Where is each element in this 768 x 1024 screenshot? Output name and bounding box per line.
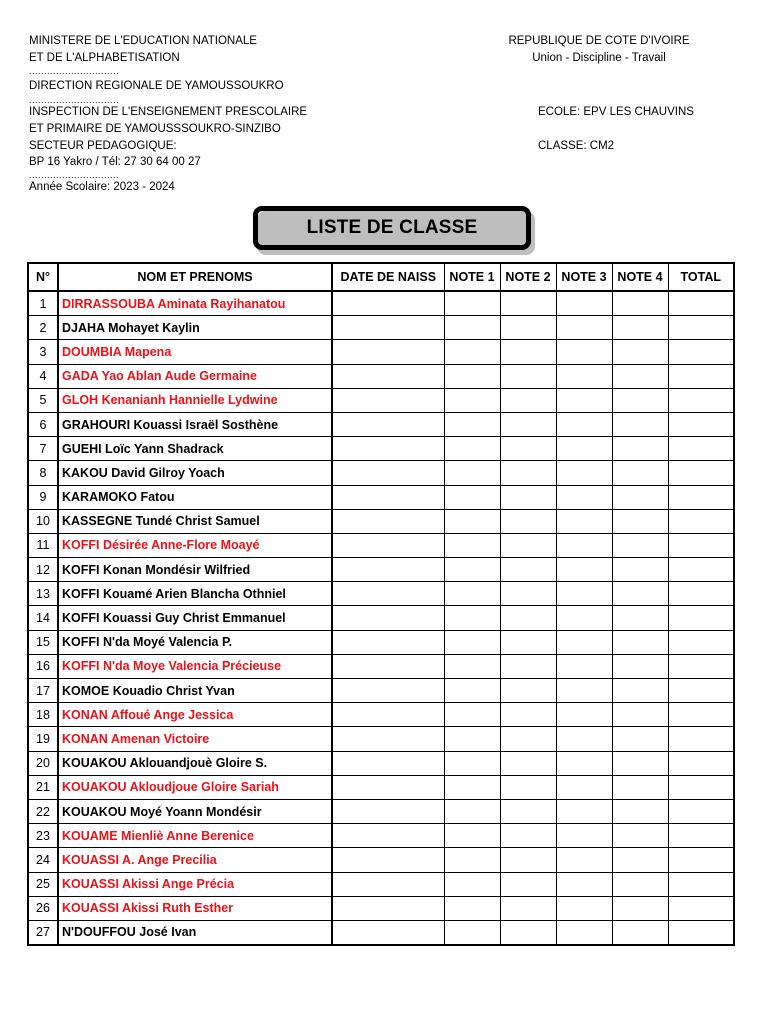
student-name: KOFFI Kouassi Guy Christ Emmanuel <box>58 606 332 630</box>
note-1-cell <box>444 606 500 630</box>
note-4-cell <box>612 412 668 436</box>
note-2-cell <box>500 316 556 340</box>
note-2-cell <box>500 606 556 630</box>
total-cell <box>668 751 734 775</box>
table-row <box>28 582 734 606</box>
school-year: Année Scolaire: 2023 - 2024 <box>29 181 175 193</box>
row-number: 13 <box>28 582 58 606</box>
note-1-cell <box>444 412 500 436</box>
note-3-cell <box>556 872 612 896</box>
table-row <box>28 703 734 727</box>
table-row <box>28 824 734 848</box>
column-header-note-1: NOTE 1 <box>444 263 500 291</box>
row-number: 18 <box>28 703 58 727</box>
table-row <box>28 679 734 703</box>
birthdate-cell <box>332 727 444 751</box>
note-2-cell <box>500 437 556 461</box>
row-number: 24 <box>28 848 58 872</box>
birthdate-cell <box>332 872 444 896</box>
note-1-cell <box>444 872 500 896</box>
row-number: 21 <box>28 775 58 799</box>
note-3-cell <box>556 533 612 557</box>
student-name: KOFFI N'da Moyé Valencia P. <box>58 630 332 654</box>
table-row <box>28 340 734 364</box>
birthdate-cell <box>332 606 444 630</box>
note-3-cell <box>556 412 612 436</box>
note-4-cell <box>612 582 668 606</box>
note-2-cell <box>500 461 556 485</box>
column-header-note-4: NOTE 4 <box>612 263 668 291</box>
total-cell <box>668 582 734 606</box>
birthdate-cell <box>332 582 444 606</box>
note-2-cell <box>500 848 556 872</box>
note-2-cell <box>500 558 556 582</box>
birthdate-cell <box>332 558 444 582</box>
table-header-row <box>28 263 734 291</box>
row-number: 25 <box>28 872 58 896</box>
note-2-cell <box>500 533 556 557</box>
note-4-cell <box>612 533 668 557</box>
total-cell <box>668 848 734 872</box>
row-number: 16 <box>28 654 58 678</box>
note-2-cell <box>500 679 556 703</box>
birthdate-cell <box>332 291 444 316</box>
total-cell <box>668 799 734 823</box>
birthdate-cell <box>332 896 444 920</box>
student-name: KOFFI Désirée Anne-Flore Moayé <box>58 533 332 557</box>
total-cell <box>668 727 734 751</box>
note-1-cell <box>444 679 500 703</box>
note-4-cell <box>612 316 668 340</box>
note-3-cell <box>556 630 612 654</box>
student-name: KOUAKOU Moyé Yoann Mondésir <box>58 799 332 823</box>
total-cell <box>668 775 734 799</box>
note-4-cell <box>612 872 668 896</box>
birthdate-cell <box>332 799 444 823</box>
row-number: 5 <box>28 388 58 412</box>
note-2-cell <box>500 509 556 533</box>
note-2-cell <box>500 703 556 727</box>
column-header-note-2: NOTE 2 <box>500 263 556 291</box>
birthdate-cell <box>332 630 444 654</box>
row-number: 27 <box>28 920 58 945</box>
student-name: KOUASSI Akissi Ange Précia <box>58 872 332 896</box>
note-3-cell <box>556 364 612 388</box>
total-cell <box>668 679 734 703</box>
row-number: 11 <box>28 533 58 557</box>
note-2-cell <box>500 582 556 606</box>
note-3-cell <box>556 606 612 630</box>
birthdate-cell <box>332 654 444 678</box>
note-3-cell <box>556 679 612 703</box>
note-2-cell <box>500 775 556 799</box>
note-1-cell <box>444 340 500 364</box>
note-4-cell <box>612 340 668 364</box>
note-3-cell <box>556 727 612 751</box>
note-1-cell <box>444 630 500 654</box>
total-cell <box>668 291 734 316</box>
note-4-cell <box>612 775 668 799</box>
birthdate-cell <box>332 316 444 340</box>
note-3-cell <box>556 848 612 872</box>
note-1-cell <box>444 896 500 920</box>
birthdate-cell <box>332 388 444 412</box>
ministry-line-1: MINISTERE DE L'EDUCATION NATIONALE <box>29 35 257 47</box>
student-name: KOUAKOU Aklouandjouè Gloire S. <box>58 751 332 775</box>
total-cell <box>668 872 734 896</box>
birthdate-cell <box>332 340 444 364</box>
birthdate-cell <box>332 412 444 436</box>
total-cell <box>668 920 734 945</box>
note-2-cell <box>500 799 556 823</box>
note-1-cell <box>444 509 500 533</box>
table-row <box>28 630 734 654</box>
note-4-cell <box>612 606 668 630</box>
note-4-cell <box>612 558 668 582</box>
note-3-cell <box>556 485 612 509</box>
total-cell <box>668 509 734 533</box>
note-3-cell <box>556 751 612 775</box>
note-2-cell <box>500 485 556 509</box>
separator-dots-2: .............................. <box>29 95 120 105</box>
note-2-cell <box>500 412 556 436</box>
birthdate-cell <box>332 824 444 848</box>
row-number: 12 <box>28 558 58 582</box>
note-3-cell <box>556 824 612 848</box>
row-number: 26 <box>28 896 58 920</box>
birthdate-cell <box>332 751 444 775</box>
total-cell <box>668 340 734 364</box>
row-number: 10 <box>28 509 58 533</box>
student-name: N'DOUFFOU José Ivan <box>58 920 332 945</box>
note-4-cell <box>612 920 668 945</box>
table-row <box>28 388 734 412</box>
total-cell <box>668 461 734 485</box>
student-name: KOMOE Kouadio Christ Yvan <box>58 679 332 703</box>
secteur-pedagogique: SECTEUR PEDAGOGIQUE: <box>29 140 177 152</box>
note-3-cell <box>556 703 612 727</box>
note-3-cell <box>556 920 612 945</box>
total-cell <box>668 388 734 412</box>
column-header-note-3: NOTE 3 <box>556 263 612 291</box>
row-number: 8 <box>28 461 58 485</box>
class-list-table <box>27 262 735 946</box>
table-row <box>28 412 734 436</box>
note-4-cell <box>612 437 668 461</box>
note-2-cell <box>500 824 556 848</box>
note-4-cell <box>612 727 668 751</box>
birthdate-cell <box>332 485 444 509</box>
republic-name: REPUBLIQUE DE COTE D'IVOIRE <box>508 35 690 47</box>
student-name: DIRRASSOUBA Aminata Rayihanatou <box>58 291 332 316</box>
row-number: 1 <box>28 291 58 316</box>
student-name: GADA Yao Ablan Aude Germaine <box>58 364 332 388</box>
note-1-cell <box>444 824 500 848</box>
separator-dots-1: .............................. <box>29 66 120 76</box>
note-3-cell <box>556 291 612 316</box>
note-1-cell <box>444 364 500 388</box>
note-4-cell <box>612 679 668 703</box>
note-2-cell <box>500 654 556 678</box>
note-1-cell <box>444 799 500 823</box>
note-4-cell <box>612 630 668 654</box>
total-cell <box>668 558 734 582</box>
note-4-cell <box>612 364 668 388</box>
student-name: GUEHI Loïc Yann Shadrack <box>58 437 332 461</box>
total-cell <box>668 364 734 388</box>
table-row <box>28 461 734 485</box>
student-name: GRAHOURI Kouassi Israël Sosthène <box>58 412 332 436</box>
note-3-cell <box>556 461 612 485</box>
note-3-cell <box>556 799 612 823</box>
birthdate-cell <box>332 533 444 557</box>
student-name: KAKOU David Gilroy Yoach <box>58 461 332 485</box>
note-3-cell <box>556 558 612 582</box>
note-1-cell <box>444 582 500 606</box>
total-cell <box>668 703 734 727</box>
note-2-cell <box>500 920 556 945</box>
note-3-cell <box>556 582 612 606</box>
note-1-cell <box>444 316 500 340</box>
note-2-cell <box>500 896 556 920</box>
total-cell <box>668 606 734 630</box>
row-number: 17 <box>28 679 58 703</box>
note-3-cell <box>556 654 612 678</box>
birthdate-cell <box>332 364 444 388</box>
table-row <box>28 533 734 557</box>
note-4-cell <box>612 388 668 412</box>
note-2-cell <box>500 630 556 654</box>
row-number: 6 <box>28 412 58 436</box>
note-4-cell <box>612 703 668 727</box>
note-4-cell <box>612 848 668 872</box>
note-3-cell <box>556 775 612 799</box>
student-name: KOFFI Kouamé Arien Blancha Othniel <box>58 582 332 606</box>
page-title: LISTE DE CLASSE <box>253 206 531 250</box>
student-name: KARAMOKO Fatou <box>58 485 332 509</box>
note-1-cell <box>444 533 500 557</box>
note-3-cell <box>556 896 612 920</box>
table-row <box>28 775 734 799</box>
birthdate-cell <box>332 437 444 461</box>
note-2-cell <box>500 727 556 751</box>
column-header-name: NOM ET PRENOMS <box>58 263 332 291</box>
student-name: KOUAME Mienliè Anne Berenice <box>58 824 332 848</box>
note-3-cell <box>556 388 612 412</box>
student-name: DJAHA Mohayet Kaylin <box>58 316 332 340</box>
student-name: KOUASSI Akissi Ruth Esther <box>58 896 332 920</box>
note-4-cell <box>612 291 668 316</box>
ministry-line-2: ET DE L'ALPHABETISATION <box>29 52 180 64</box>
column-header-birthdate: DATE DE NAISS <box>332 263 444 291</box>
student-name: DOUMBIA Mapena <box>58 340 332 364</box>
table-row <box>28 751 734 775</box>
note-1-cell <box>444 848 500 872</box>
note-1-cell <box>444 654 500 678</box>
birthdate-cell <box>332 920 444 945</box>
note-1-cell <box>444 751 500 775</box>
note-4-cell <box>612 654 668 678</box>
total-cell <box>668 824 734 848</box>
note-1-cell <box>444 703 500 727</box>
note-3-cell <box>556 437 612 461</box>
total-cell <box>668 654 734 678</box>
note-1-cell <box>444 461 500 485</box>
student-name: GLOH Kenanianh Hannielle Lydwine <box>58 388 332 412</box>
table-row <box>28 872 734 896</box>
note-3-cell <box>556 340 612 364</box>
student-name: KONAN Affoué Ange Jessica <box>58 703 332 727</box>
student-name: KASSEGNE Tundé Christ Samuel <box>58 509 332 533</box>
birthdate-cell <box>332 509 444 533</box>
note-2-cell <box>500 340 556 364</box>
note-4-cell <box>612 751 668 775</box>
table-row <box>28 896 734 920</box>
note-4-cell <box>612 485 668 509</box>
total-cell <box>668 485 734 509</box>
table-row <box>28 509 734 533</box>
row-number: 9 <box>28 485 58 509</box>
note-1-cell <box>444 727 500 751</box>
table-row <box>28 799 734 823</box>
row-number: 14 <box>28 606 58 630</box>
student-name: KOFFI Konan Mondésir Wilfried <box>58 558 332 582</box>
note-2-cell <box>500 751 556 775</box>
row-number: 3 <box>28 340 58 364</box>
birthdate-cell <box>332 848 444 872</box>
note-1-cell <box>444 485 500 509</box>
table-row <box>28 727 734 751</box>
note-2-cell <box>500 291 556 316</box>
note-4-cell <box>612 461 668 485</box>
row-number: 19 <box>28 727 58 751</box>
table-row <box>28 437 734 461</box>
total-cell <box>668 533 734 557</box>
column-header-number: N° <box>28 263 58 291</box>
student-name: KONAN Amenan Victoire <box>58 727 332 751</box>
total-cell <box>668 630 734 654</box>
table-row <box>28 316 734 340</box>
table-row <box>28 654 734 678</box>
note-1-cell <box>444 291 500 316</box>
table-row <box>28 848 734 872</box>
note-4-cell <box>612 509 668 533</box>
class-name: CLASSE: CM2 <box>538 140 615 152</box>
note-1-cell <box>444 775 500 799</box>
separator-dots-3: .............................. <box>29 170 120 180</box>
inspection-line-1: INSPECTION DE L'ENSEIGNEMENT PRESCOLAIRE <box>29 106 308 118</box>
direction-regionale: DIRECTION REGIONALE DE YAMOUSSOUKRO <box>29 80 284 92</box>
note-4-cell <box>612 824 668 848</box>
student-name: KOUAKOU Akloudjoue Gloire Sariah <box>58 775 332 799</box>
note-3-cell <box>556 316 612 340</box>
birthdate-cell <box>332 703 444 727</box>
row-number: 4 <box>28 364 58 388</box>
row-number: 20 <box>28 751 58 775</box>
note-1-cell <box>444 388 500 412</box>
row-number: 2 <box>28 316 58 340</box>
note-2-cell <box>500 364 556 388</box>
note-1-cell <box>444 437 500 461</box>
row-number: 15 <box>28 630 58 654</box>
column-header-total: TOTAL <box>668 263 734 291</box>
note-2-cell <box>500 388 556 412</box>
birthdate-cell <box>332 679 444 703</box>
total-cell <box>668 896 734 920</box>
student-name: KOUASSI A. Ange Precilia <box>58 848 332 872</box>
total-cell <box>668 437 734 461</box>
row-number: 7 <box>28 437 58 461</box>
total-cell <box>668 412 734 436</box>
note-1-cell <box>444 558 500 582</box>
table-row <box>28 485 734 509</box>
school-name: ECOLE: EPV LES CHAUVINS <box>538 106 694 118</box>
table-row <box>28 364 734 388</box>
student-name: KOFFI N'da Moye Valencia Précieuse <box>58 654 332 678</box>
table-row <box>28 291 734 316</box>
table-row <box>28 920 734 945</box>
note-3-cell <box>556 509 612 533</box>
national-motto: Union - Discipline - Travail <box>532 52 666 64</box>
row-number: 23 <box>28 824 58 848</box>
table-row <box>28 558 734 582</box>
row-number: 22 <box>28 799 58 823</box>
birthdate-cell <box>332 775 444 799</box>
note-1-cell <box>444 920 500 945</box>
total-cell <box>668 316 734 340</box>
table-row <box>28 606 734 630</box>
note-2-cell <box>500 872 556 896</box>
inspection-line-2: ET PRIMAIRE DE YAMOUSSSOUKRO-SINZIBO <box>29 123 281 135</box>
note-4-cell <box>612 896 668 920</box>
birthdate-cell <box>332 461 444 485</box>
note-4-cell <box>612 799 668 823</box>
address-phone: BP 16 Yakro / Tél: 27 30 64 00 27 <box>29 156 201 168</box>
